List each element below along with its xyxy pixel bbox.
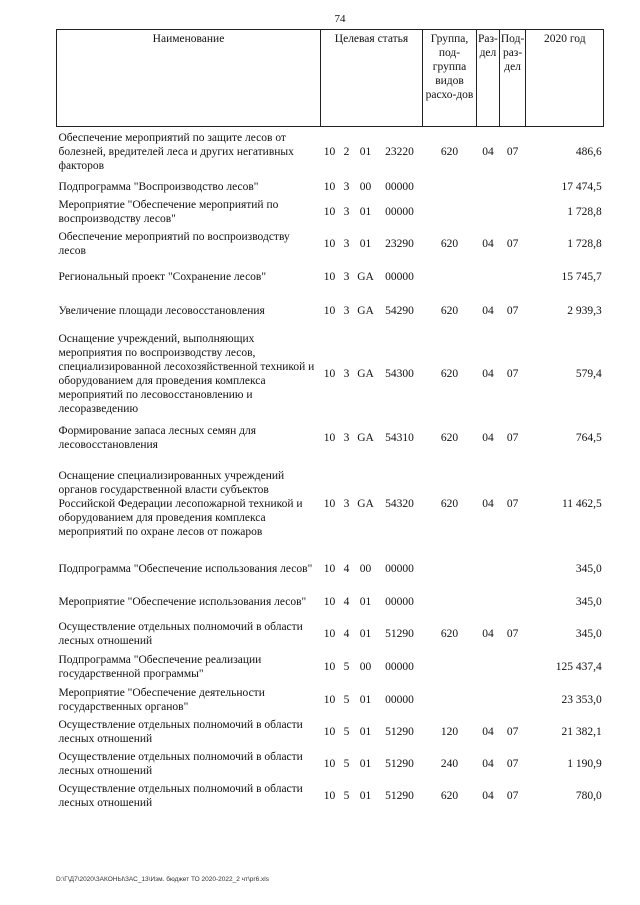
- row-section: 04: [482, 237, 494, 250]
- row-program: 10: [323, 725, 336, 738]
- page-number: 74: [334, 13, 346, 25]
- header-name: Наименование: [57, 30, 321, 127]
- row-section: 04: [482, 627, 494, 640]
- table-row: [57, 127, 604, 178]
- row-direction: 23290: [385, 237, 414, 250]
- row-direction: 54320: [385, 497, 414, 510]
- row-group: 620: [440, 367, 459, 380]
- row-event: 00: [359, 562, 372, 575]
- table-header-row: [57, 30, 604, 127]
- row-program: 10: [323, 431, 336, 444]
- row-direction: 00000: [385, 595, 414, 608]
- row-subprogram: 5: [343, 789, 350, 802]
- table-row: [57, 552, 604, 586]
- row-subprogram: 3: [343, 180, 350, 193]
- row-subsection: 07: [506, 367, 519, 380]
- row-direction: 00000: [385, 205, 414, 218]
- table-row: [57, 618, 604, 650]
- row-program: 10: [323, 237, 336, 250]
- row-subsection: 07: [506, 757, 519, 770]
- row-program: 10: [323, 205, 336, 218]
- table-row: [57, 328, 604, 420]
- row-name: Региональный проект "Сохранение лесов": [58, 270, 267, 283]
- row-direction: 51290: [385, 757, 414, 770]
- row-program: 10: [323, 497, 336, 510]
- row-group: [423, 260, 477, 294]
- row-program: 10: [323, 757, 336, 770]
- header-group: Группа, под-группа видов расхо-дов: [423, 30, 477, 127]
- header-target-article: Целевая статья: [321, 30, 423, 127]
- row-section: [477, 552, 500, 586]
- row-subprogram: 3: [343, 270, 350, 283]
- row-amount: 1 190,9: [567, 757, 602, 770]
- row-subprogram: 4: [343, 595, 350, 608]
- row-subsection: [499, 586, 525, 618]
- row-event: GA: [357, 270, 374, 283]
- row-direction: 00000: [385, 270, 414, 283]
- row-program: 10: [323, 595, 336, 608]
- row-group: 620: [440, 431, 459, 444]
- row-event: GA: [357, 431, 374, 444]
- row-subsection: [499, 260, 525, 294]
- row-section: 04: [482, 725, 494, 738]
- row-group: 240: [440, 757, 459, 770]
- row-program: 10: [323, 367, 336, 380]
- row-subsection: 07: [506, 237, 519, 250]
- row-subprogram: 5: [343, 757, 350, 770]
- table-row: [57, 586, 604, 618]
- row-amount: 345,0: [575, 562, 602, 575]
- budget-table: [56, 29, 604, 812]
- row-program: 10: [323, 627, 336, 640]
- row-subsection: [499, 650, 525, 684]
- row-section: 04: [482, 757, 494, 770]
- row-section: 04: [482, 367, 494, 380]
- row-amount: 15 745,7: [561, 270, 602, 283]
- row-amount: 125 437,4: [555, 660, 602, 673]
- row-amount: 579,4: [575, 367, 602, 380]
- row-program: 10: [323, 789, 336, 802]
- row-name: Осуществление отдельных полномочий в области лесных отношений: [58, 620, 303, 647]
- row-group: [423, 196, 477, 228]
- row-name: Подпрограмма "Воспроизводство лесов": [58, 180, 259, 193]
- row-subsection: 07: [506, 304, 519, 317]
- table-row: [57, 716, 604, 748]
- row-program: 10: [323, 562, 336, 575]
- table-row: [57, 650, 604, 684]
- table-body: [57, 127, 604, 812]
- row-name: Подпрограмма "Обеспечение использования лесов": [58, 562, 313, 575]
- row-subprogram: 3: [343, 237, 350, 250]
- row-group: 620: [440, 789, 459, 802]
- row-group: 620: [440, 304, 459, 317]
- row-direction: 51290: [385, 789, 414, 802]
- row-name: Осуществление отдельных полномочий в области лесных отношений: [58, 750, 303, 777]
- row-name: Мероприятие "Обеспечение деятельности государственных органов": [58, 686, 265, 713]
- row-event: 01: [359, 237, 372, 250]
- row-amount: 486,6: [575, 146, 602, 159]
- row-section: 04: [482, 497, 494, 510]
- row-group: [423, 684, 477, 716]
- row-group: [423, 552, 477, 586]
- row-event: 01: [359, 146, 372, 159]
- row-subprogram: 5: [343, 693, 350, 706]
- row-amount: 780,0: [575, 789, 602, 802]
- table-row: [57, 178, 604, 196]
- row-subprogram: 3: [343, 367, 350, 380]
- file-path-footer: D:\Г\Д7\2020\ЗАКОНЫ\ЗАС_13\Изм. бюджет ТО 2020-2022_2 чт\pr6.xls: [56, 876, 269, 883]
- row-subsection: [499, 684, 525, 716]
- row-amount: 17 474,5: [561, 180, 602, 193]
- row-name: Увеличение площади лесовосстановления: [58, 304, 265, 317]
- table-row: [57, 780, 604, 812]
- row-group: 120: [440, 725, 459, 738]
- row-event: 01: [359, 205, 372, 218]
- row-direction: 00000: [385, 562, 414, 575]
- row-event: 01: [359, 725, 372, 738]
- row-direction: 51290: [385, 725, 414, 738]
- table-row: [57, 294, 604, 328]
- row-group: 620: [440, 237, 459, 250]
- row-group: 620: [440, 627, 459, 640]
- row-subprogram: 3: [343, 205, 350, 218]
- row-amount: 11 462,5: [561, 497, 602, 510]
- row-section: [477, 684, 500, 716]
- row-program: 10: [323, 146, 336, 159]
- row-subprogram: 3: [343, 497, 350, 510]
- row-program: 10: [323, 304, 336, 317]
- row-name: Обеспечение мероприятий по защите лесов от болезней, вредителей леса и других негативных факторов: [58, 132, 294, 173]
- row-subsection: [499, 196, 525, 228]
- table-row: [57, 228, 604, 260]
- row-section: 04: [482, 146, 494, 159]
- row-subprogram: 2: [343, 146, 350, 159]
- row-event: GA: [357, 304, 374, 317]
- row-event: 00: [359, 660, 372, 673]
- row-name: Мероприятие "Обеспечение мероприятий по воспроизводству лесов": [58, 198, 279, 225]
- row-event: 01: [359, 789, 372, 802]
- row-event: 01: [359, 757, 372, 770]
- row-group: [423, 650, 477, 684]
- table-row: [57, 420, 604, 456]
- row-section: [477, 260, 500, 294]
- table-row: [57, 196, 604, 228]
- row-event: GA: [357, 497, 374, 510]
- header-subsection: Под-раз-дел: [499, 30, 525, 127]
- header-year: 2020 год: [526, 30, 604, 127]
- table-row: [57, 748, 604, 780]
- row-program: 10: [323, 693, 336, 706]
- table-row: [57, 684, 604, 716]
- row-subsection: [499, 552, 525, 586]
- row-section: 04: [482, 789, 494, 802]
- table-row: [57, 260, 604, 294]
- row-subprogram: 4: [343, 627, 350, 640]
- row-amount: 345,0: [575, 627, 602, 640]
- row-amount: 21 382,1: [561, 725, 602, 738]
- row-name: Подпрограмма "Обеспечение реализации государственной программы": [58, 653, 262, 680]
- row-subprogram: 3: [343, 431, 350, 444]
- row-subsection: 07: [506, 627, 519, 640]
- row-program: 10: [323, 660, 336, 673]
- row-event: 01: [359, 595, 372, 608]
- row-subprogram: 3: [343, 304, 350, 317]
- row-name: Оснащение специализированных учреждений органов государственной власти субъектов Российской Федерации лесопожарной техникой и оборудованием для проведения комплекса мероприятий по охране лесов от пожаров: [58, 469, 303, 538]
- row-event: 01: [359, 627, 372, 640]
- row-name: Оснащение учреждений, выполняющих мероприятия по воспроизводству лесов, специализированной лесохозяйственной техникой и оборудованием для проведения комплекса мероприятий по лесовосстановлению и лесоразведению: [58, 332, 315, 415]
- row-subprogram: 4: [343, 562, 350, 575]
- row-amount: 1 728,8: [567, 205, 602, 218]
- row-name: Мероприятие "Обеспечение использования лесов": [58, 595, 307, 608]
- row-amount: 2 939,3: [567, 304, 602, 317]
- row-amount: 345,0: [575, 595, 602, 608]
- row-section: 04: [482, 431, 494, 444]
- row-subsection: 07: [506, 497, 519, 510]
- row-direction: 00000: [385, 693, 414, 706]
- row-subsection: 07: [506, 431, 519, 444]
- row-subsection: 07: [506, 789, 519, 802]
- row-event: 00: [359, 180, 372, 193]
- row-group: [423, 178, 477, 196]
- row-direction: 00000: [385, 660, 414, 673]
- row-amount: 764,5: [575, 431, 602, 444]
- row-direction: 51290: [385, 627, 414, 640]
- row-group: 620: [440, 146, 459, 159]
- row-amount: 1 728,8: [567, 237, 602, 250]
- row-subsection: 07: [506, 725, 519, 738]
- row-direction: 54300: [385, 367, 414, 380]
- row-subprogram: 5: [343, 660, 350, 673]
- row-event: 01: [359, 693, 372, 706]
- table-row: [57, 456, 604, 552]
- row-direction: 54290: [385, 304, 414, 317]
- row-section: 04: [482, 304, 494, 317]
- row-name: Осуществление отдельных полномочий в области лесных отношений: [58, 718, 303, 745]
- row-event: GA: [357, 367, 374, 380]
- row-subsection: 07: [506, 146, 519, 159]
- row-subprogram: 5: [343, 725, 350, 738]
- row-section: [477, 178, 500, 196]
- header-section: Раз-дел: [477, 30, 500, 127]
- row-section: [477, 650, 500, 684]
- row-name: Формирование запаса лесных семян для лесовосстановления: [58, 424, 257, 451]
- row-direction: 54310: [385, 431, 414, 444]
- row-name: Осуществление отдельных полномочий в области лесных отношений: [58, 782, 303, 809]
- row-direction: 00000: [385, 180, 414, 193]
- row-program: 10: [323, 180, 336, 193]
- row-subsection: [499, 178, 525, 196]
- row-group: [423, 586, 477, 618]
- row-section: [477, 586, 500, 618]
- row-group: 620: [440, 497, 459, 510]
- row-name: Обеспечение мероприятий по воспроизводству лесов: [58, 230, 290, 257]
- row-section: [477, 196, 500, 228]
- row-program: 10: [323, 270, 336, 283]
- row-amount: 23 353,0: [561, 693, 602, 706]
- row-direction: 23220: [385, 146, 414, 159]
